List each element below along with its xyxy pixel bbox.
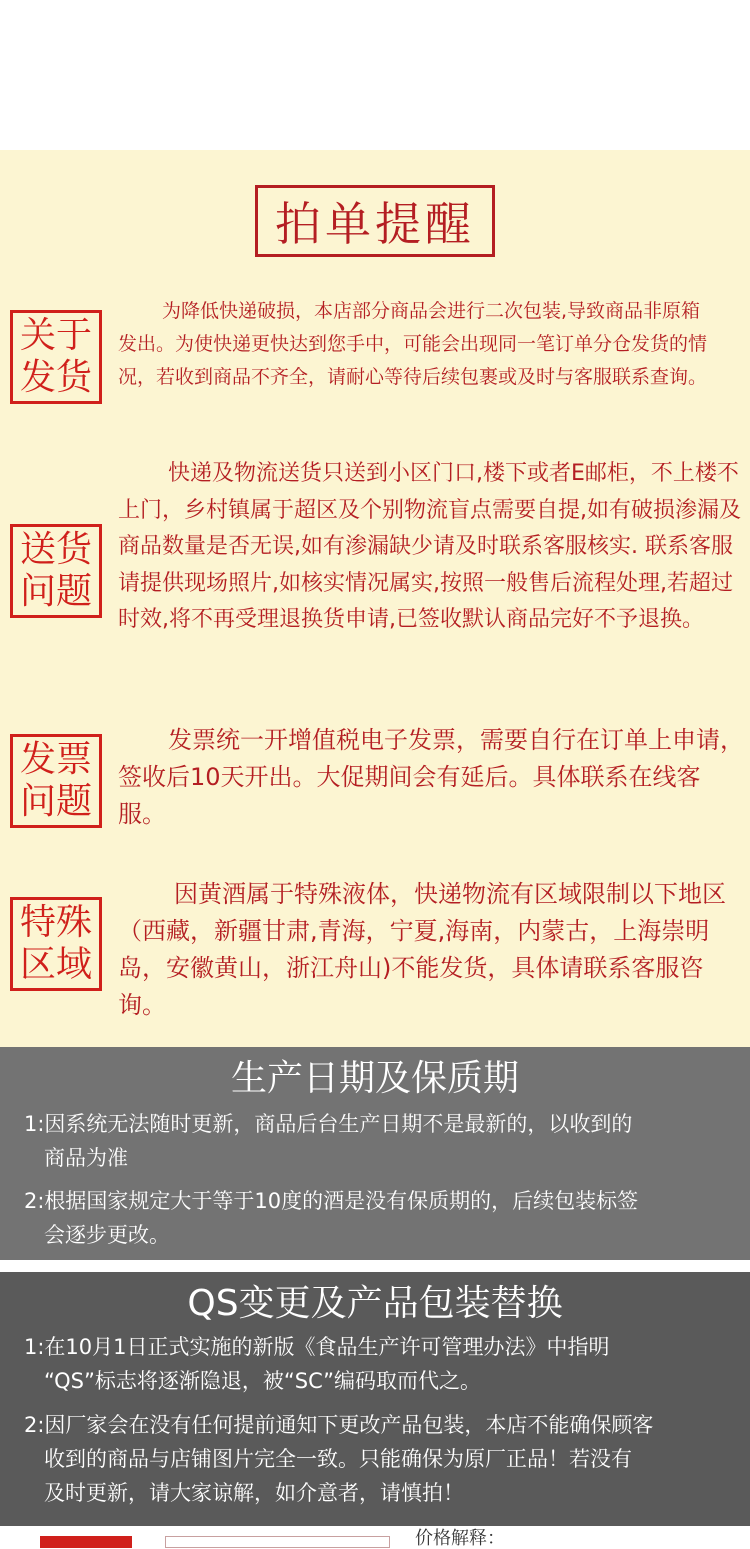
tag-line: 特殊 — [19, 902, 92, 943]
production-date-section — [0, 1047, 750, 1260]
tag-line: 问题 — [19, 781, 92, 822]
item-line: 商品为准 — [44, 1146, 128, 1170]
item-line: 1:因系统无法随时更新，商品后台生产日期不是最新的，以收到的 — [24, 1112, 633, 1136]
qs-change-section — [0, 1272, 750, 1526]
tag-special-region — [10, 897, 102, 991]
tag-line: 送货 — [19, 529, 92, 570]
item-line: 2:因厂家会在没有任何提前通知下更改产品包装，本店不能确保顾客 — [24, 1413, 654, 1437]
reminder-title: 拍单提醒 — [255, 185, 495, 257]
price-label: 价格解释： — [415, 1528, 505, 1549]
tag-line: 问题 — [19, 571, 92, 612]
footer-strip — [0, 1526, 750, 1549]
production-item-1 — [24, 1107, 724, 1175]
item-line: 会逐步更改。 — [44, 1223, 170, 1247]
item-line: “QS”标志将逐渐隐退，被“SC”编码取而代之。 — [44, 1369, 482, 1393]
tag-line: 发货 — [19, 357, 92, 398]
qs-title: QS变更及产品包装替换 — [187, 1283, 563, 1324]
item-line: 及时更新，请大家谅解，如介意者，请慎拍！ — [44, 1481, 464, 1505]
qs-item-2 — [24, 1408, 724, 1510]
item-line: 1:在10月1日正式实施的新版《食品生产许可管理办法》中指明 — [24, 1335, 610, 1359]
footer-box — [165, 1536, 390, 1548]
shipping-text: 为降低快递破损，本店部分商品会进行二次包装,导致商品非原箱发出。为使快递更快达到您手中，可能会出现同一笔订单分仓发货的情况，若收到商品不齐全，请耐心等待后续包裹或及时与客服联系查询。 — [118, 300, 708, 388]
delivery-text: 快递及物流送货只送到小区门口,楼下或者E邮柜，不上楼不上门，乡村镇属于超区及个别物流盲点需要自提,如有破损渗漏及商品数量是否无误,如有渗漏缺少请及时联系客服核实. 联系客服请提供现场照片,如核实情况属实,按照一般售后流程处理,若超过时效,将不再受理退换货申请,已签收默认商品完好不予退换。 — [118, 461, 741, 632]
tag-delivery — [10, 524, 102, 618]
item-line: 收到的商品与店铺图片完全一致。只能确保为原厂正品！若没有 — [44, 1447, 632, 1471]
tag-line: 区域 — [19, 944, 92, 985]
invoice-text: 发票统一开增值税电子发票，需要自行在订单上申请，签收后10天开出。大促期间会有延后。具体联系在线客服。 — [118, 726, 744, 828]
tag-line: 发票 — [19, 739, 92, 780]
tag-shipping — [10, 310, 102, 404]
item-line: 2:根据国家规定大于等于10度的酒是没有保质期的，后续包装标签 — [24, 1189, 639, 1213]
production-title: 生产日期及保质期 — [230, 1058, 519, 1099]
tag-invoice — [10, 734, 102, 828]
special-region-text: 因黄酒属于特殊液体，快递物流有区域限制以下地区（西藏，新疆甘肃,青海，宁夏,海南，内蒙古，上海崇明岛，安徽黄山，浙江舟山)不能发货，具体请联系客服咨询。 — [118, 880, 726, 1019]
tag-line: 关于 — [19, 315, 92, 356]
production-item-2 — [24, 1184, 724, 1252]
footer-badge — [40, 1536, 132, 1548]
order-reminder-panel — [0, 150, 750, 1047]
qs-item-1 — [24, 1330, 724, 1398]
top-blank-area — [0, 0, 750, 150]
